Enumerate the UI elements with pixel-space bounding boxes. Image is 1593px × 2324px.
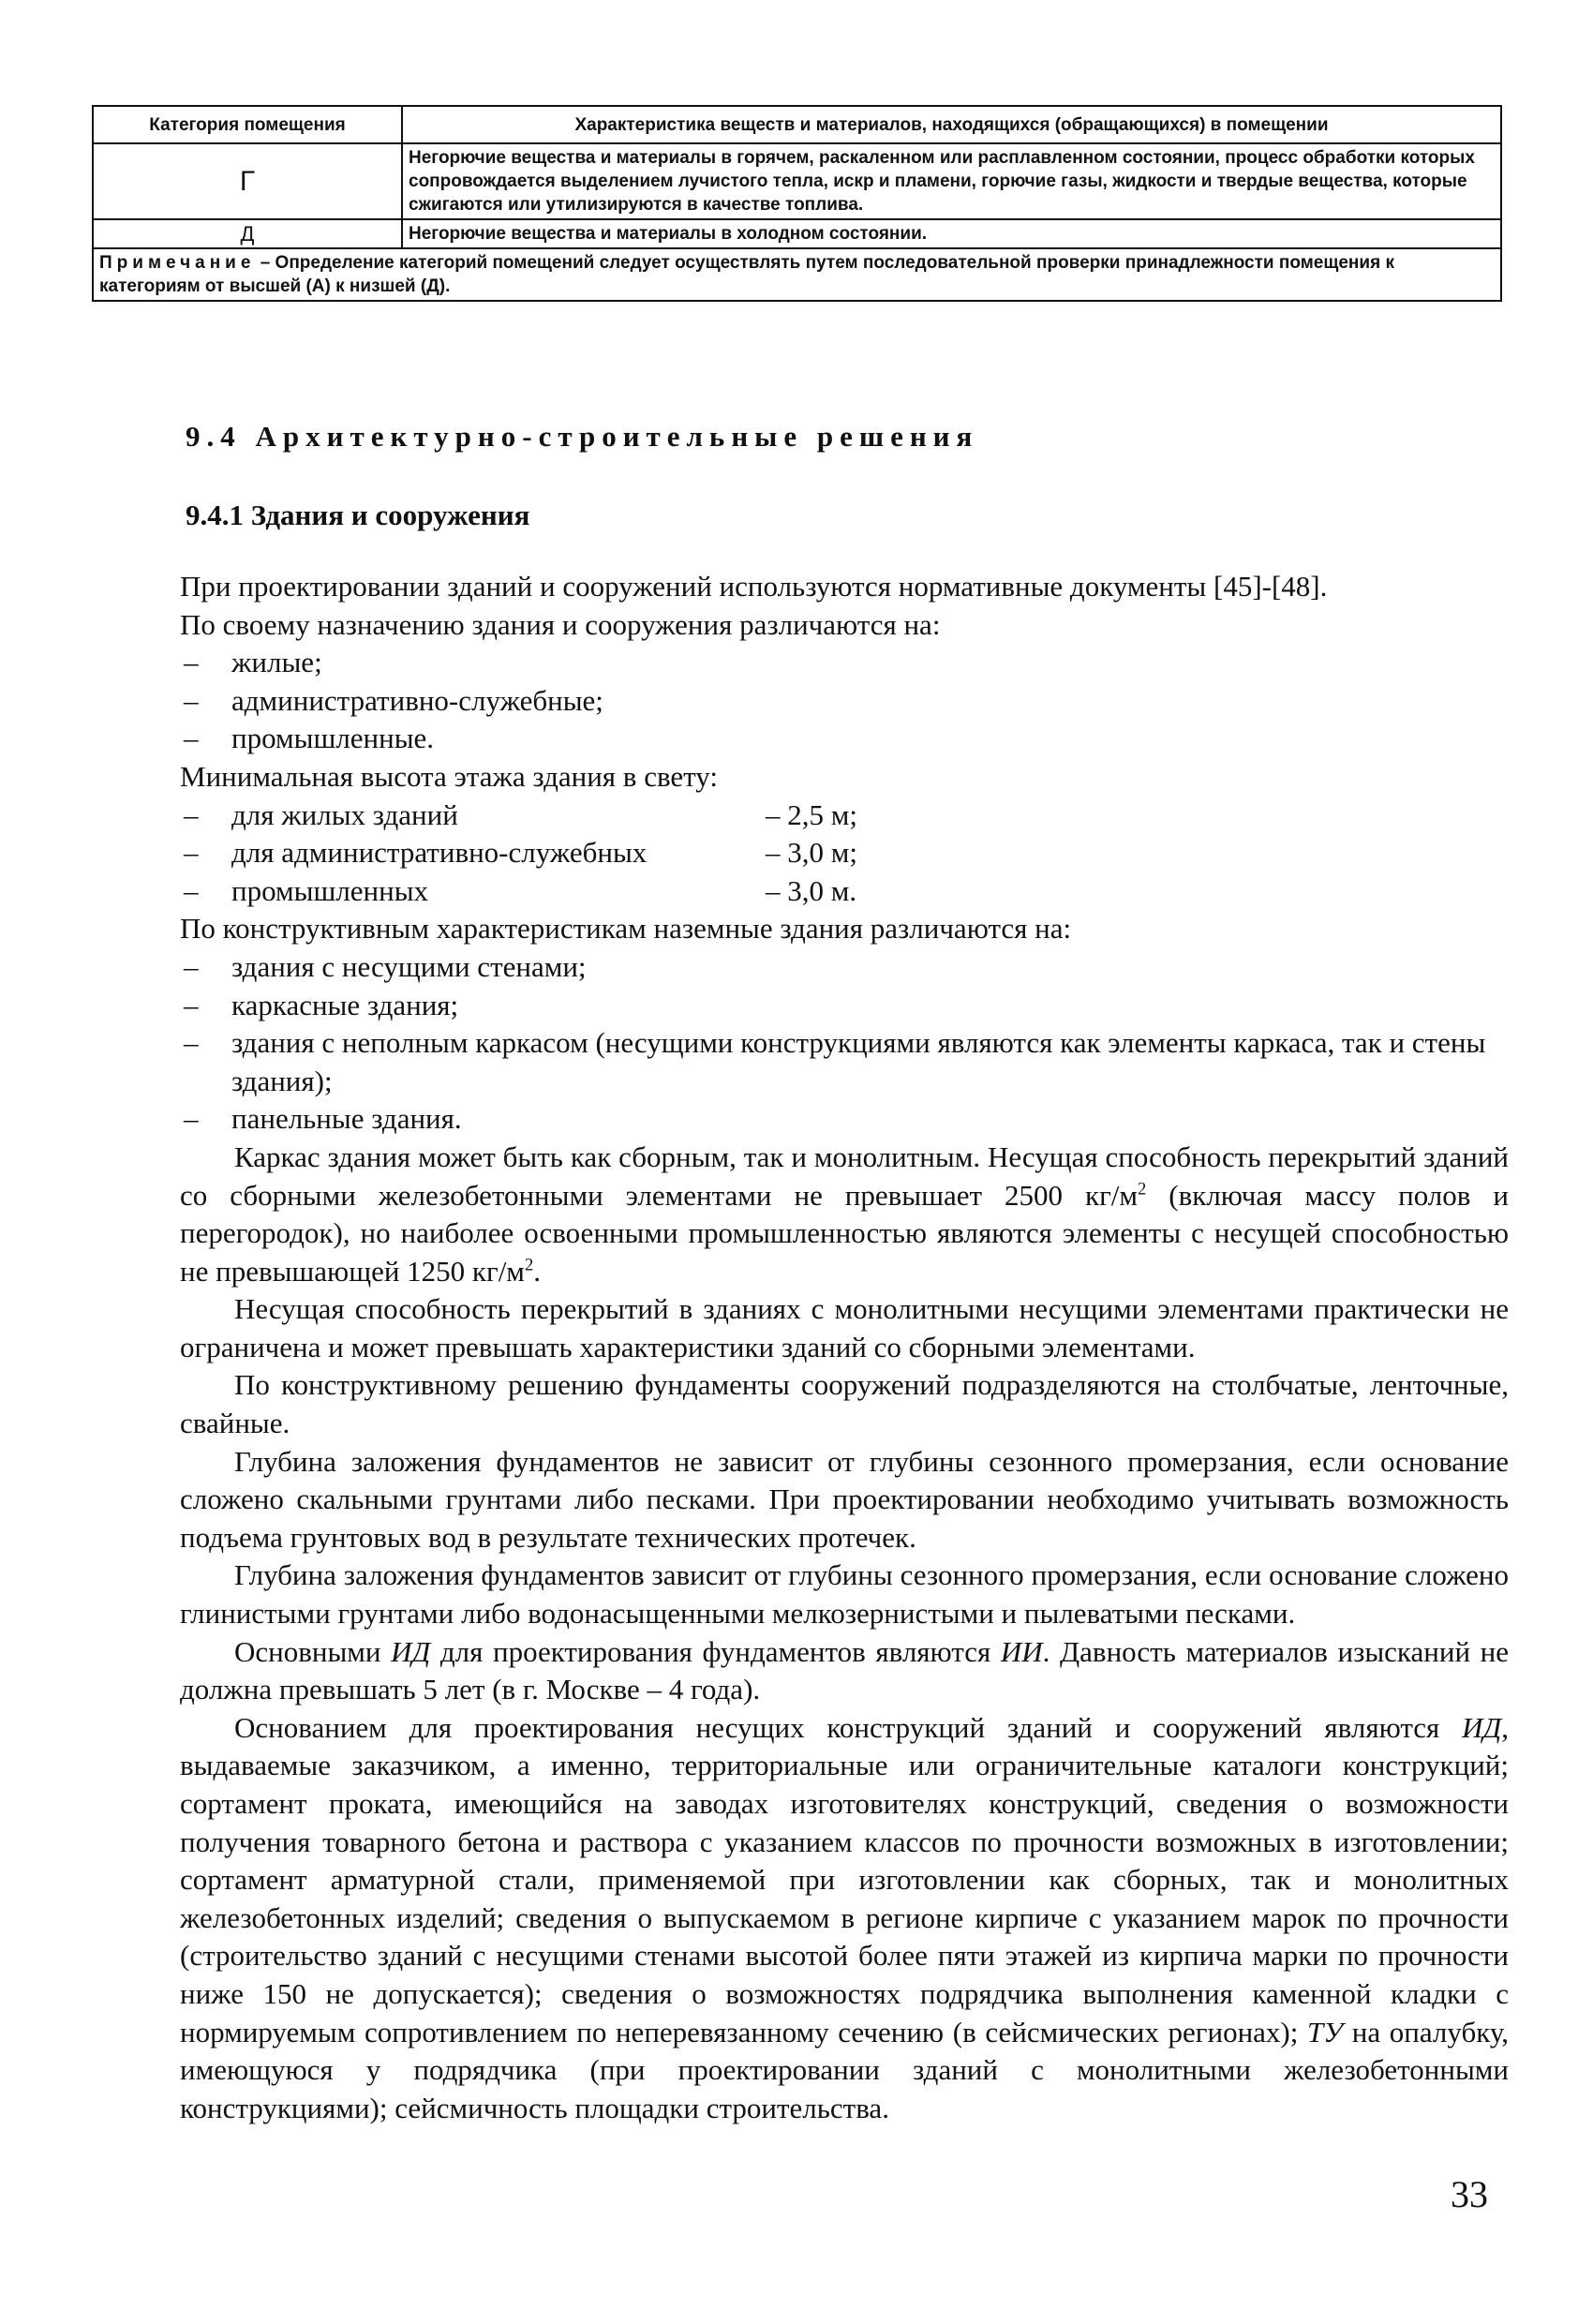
- paragraph: Несущая способность перекрытий в зданиях с монолитными несущими элементами практически не ограничена и может превышать характеристики зданий со сборными элементами.: [180, 1292, 1509, 1363]
- room-category-table: [92, 105, 1502, 302]
- paragraph: [180, 1709, 1509, 2128]
- list-item: [180, 872, 1509, 911]
- body-text: [180, 568, 1509, 2127]
- paragraph: [180, 1633, 1509, 1709]
- abbreviation: ИД: [1462, 1710, 1502, 1744]
- construct-list: [180, 948, 1509, 1139]
- category-cell: Г: [93, 143, 402, 219]
- paragraph: Глубина заложения фундаментов не зависит от глубины сезонного промерзания, если основание сложено скальными грунтами либо песками. При проектировании необходимо учитывать возможность подъема грунтовых вод в результате технических протечек.: [180, 1444, 1509, 1554]
- list-item: [180, 797, 1509, 835]
- paragraph: По конструктивному решению фундаменты сооружений подразделяются на столбчатые, ленточные, свайные.: [180, 1368, 1509, 1440]
- list-item: – здания с несущими стенами;: [180, 948, 1509, 987]
- paragraph: [180, 1139, 1509, 1290]
- paragraph: Минимальная высота этажа здания в свету:: [180, 759, 719, 793]
- paragraph: При проектировании зданий и сооружений используются нормативные документы [45]-[48].: [180, 570, 1328, 603]
- description-cell: Негорючие вещества и материалы в горячем, раскаленном или расплавленном состоянии, процесс обработки которых сопровождается выделением лучистого тепла, искр и пламени, горючие газы, жидкости и твердые вещества, которые сжигаются или утилизируются в качестве топлива.: [402, 143, 1501, 219]
- text-run: .: [533, 1254, 541, 1288]
- superscript: 2: [1138, 1179, 1147, 1199]
- header-characteristic: Характеристика веществ и материалов, находящихся (обращающихся) в помещении: [402, 106, 1501, 143]
- paragraph: Глубина заложения фундаментов зависит от глубины сезонного промерзания, если основание сложено глинистыми грунтами либо водонасыщенными мелкозернистыми и пылеватыми песками.: [180, 1558, 1509, 1631]
- text-run: Основными: [234, 1634, 392, 1668]
- paragraph: По конструктивным характеристикам наземные здания различаются на:: [180, 912, 1072, 946]
- category-cell: Д: [93, 219, 402, 248]
- text-run: (включая массу полов и перегородок), но наиболее освоенными промышленностью являются элементы с несущей способностью не превышающей 1250 кг/м: [180, 1178, 1509, 1288]
- abbreviation: ИИ: [1000, 1634, 1043, 1668]
- list-item: – административно-служебные;: [180, 682, 1509, 721]
- note-text: – Определение категорий помещений следует осуществлять путем последовательной проверки принадлежности помещения к категориям от высшей (А) к низшей (Д).: [99, 253, 1394, 296]
- list-item: – здания с неполным каркасом (несущими конструкциями являются как элементы каркаса, так и стены здания);: [180, 1024, 1509, 1100]
- page-number: 33: [1451, 2173, 1488, 2215]
- text-run: Каркас здания может быть как сборным, так и монолитным. Несущая способность перекрытий зданий со сборными железобетонными элементами не превышает 2500 кг/м: [180, 1140, 1509, 1212]
- table-row: [93, 219, 1501, 248]
- height-label: – промышленных: [231, 873, 429, 907]
- superscript: 2: [524, 1255, 534, 1275]
- height-list: [180, 797, 1509, 911]
- header-category: Категория помещения: [93, 106, 402, 143]
- text-run: Основанием для проектирования несущих конструкций зданий и сооружений являются: [234, 1710, 1463, 1744]
- list-item: [180, 834, 1509, 872]
- description-cell: Негорючие вещества и материалы в холодном состоянии.: [402, 219, 1501, 248]
- height-value: – 3,0 м.: [766, 873, 857, 907]
- list-item: – жилые;: [180, 644, 1509, 682]
- height-label: – для жилых зданий: [231, 797, 458, 831]
- table-note-row: [93, 248, 1501, 301]
- text-run: , выдаваемые заказчиком, а именно, территориальные или ограничительные каталоги конструкций; сортамент проката, имеющийся на заводах изготовителях конструкций, сведения о возможности получения товарного бетона и раствора с указанием классов по прочности возможных в изготовлении; сортамент арматурной стали, применяемой при изготовлении как сборных, так и монолитных железобетонных изделий; сведения о выпускаемом в регионе кирпиче с указанием марок по прочности (строительство зданий с несущими стенами высотой более пяти этажей из кирпича марки по прочности ниже 150 не допускается); сведения о возможностях подрядчика выполнения каменной кладки с нормируемым сопротивлением по неперевязанному сечению (в сейсмических регионах);: [180, 1710, 1509, 2048]
- text-run: . Давность материалов изысканий не должна превышать 5 лет (в г. Москве – 4 года).: [180, 1634, 1510, 1706]
- purpose-list: [180, 644, 1509, 758]
- height-label: – для административно-служебных: [231, 836, 648, 870]
- paragraph: По своему назначению здания и сооружения различаются на:: [180, 607, 941, 641]
- table-note: [93, 248, 1501, 301]
- section-title: 9.4 Архитектурно-строительные решения: [186, 420, 979, 453]
- table-header-row: [93, 106, 1501, 143]
- text-run: для проектирования фундаментов являются: [430, 1634, 1001, 1668]
- height-value: – 2,5 м;: [766, 797, 857, 831]
- abbreviation: ТУ: [1307, 2015, 1344, 2048]
- height-value: – 3,0 м;: [766, 836, 857, 870]
- list-item: – каркасные здания;: [180, 987, 1509, 1025]
- list-item: – промышленные.: [180, 720, 1509, 758]
- subsection-title: 9.4.1 Здания и сооружения: [186, 499, 530, 531]
- note-label: Примечание: [99, 253, 256, 273]
- text-run: на опалубку, имеющуюся у подрядчика (при проектировании зданий с монолитными железобетонными конструкциями); сейсмичность площадки строительства.: [180, 2015, 1510, 2124]
- table-row: [93, 143, 1501, 219]
- list-item: – панельные здания.: [180, 1100, 1509, 1139]
- abbreviation: ИД: [391, 1634, 431, 1668]
